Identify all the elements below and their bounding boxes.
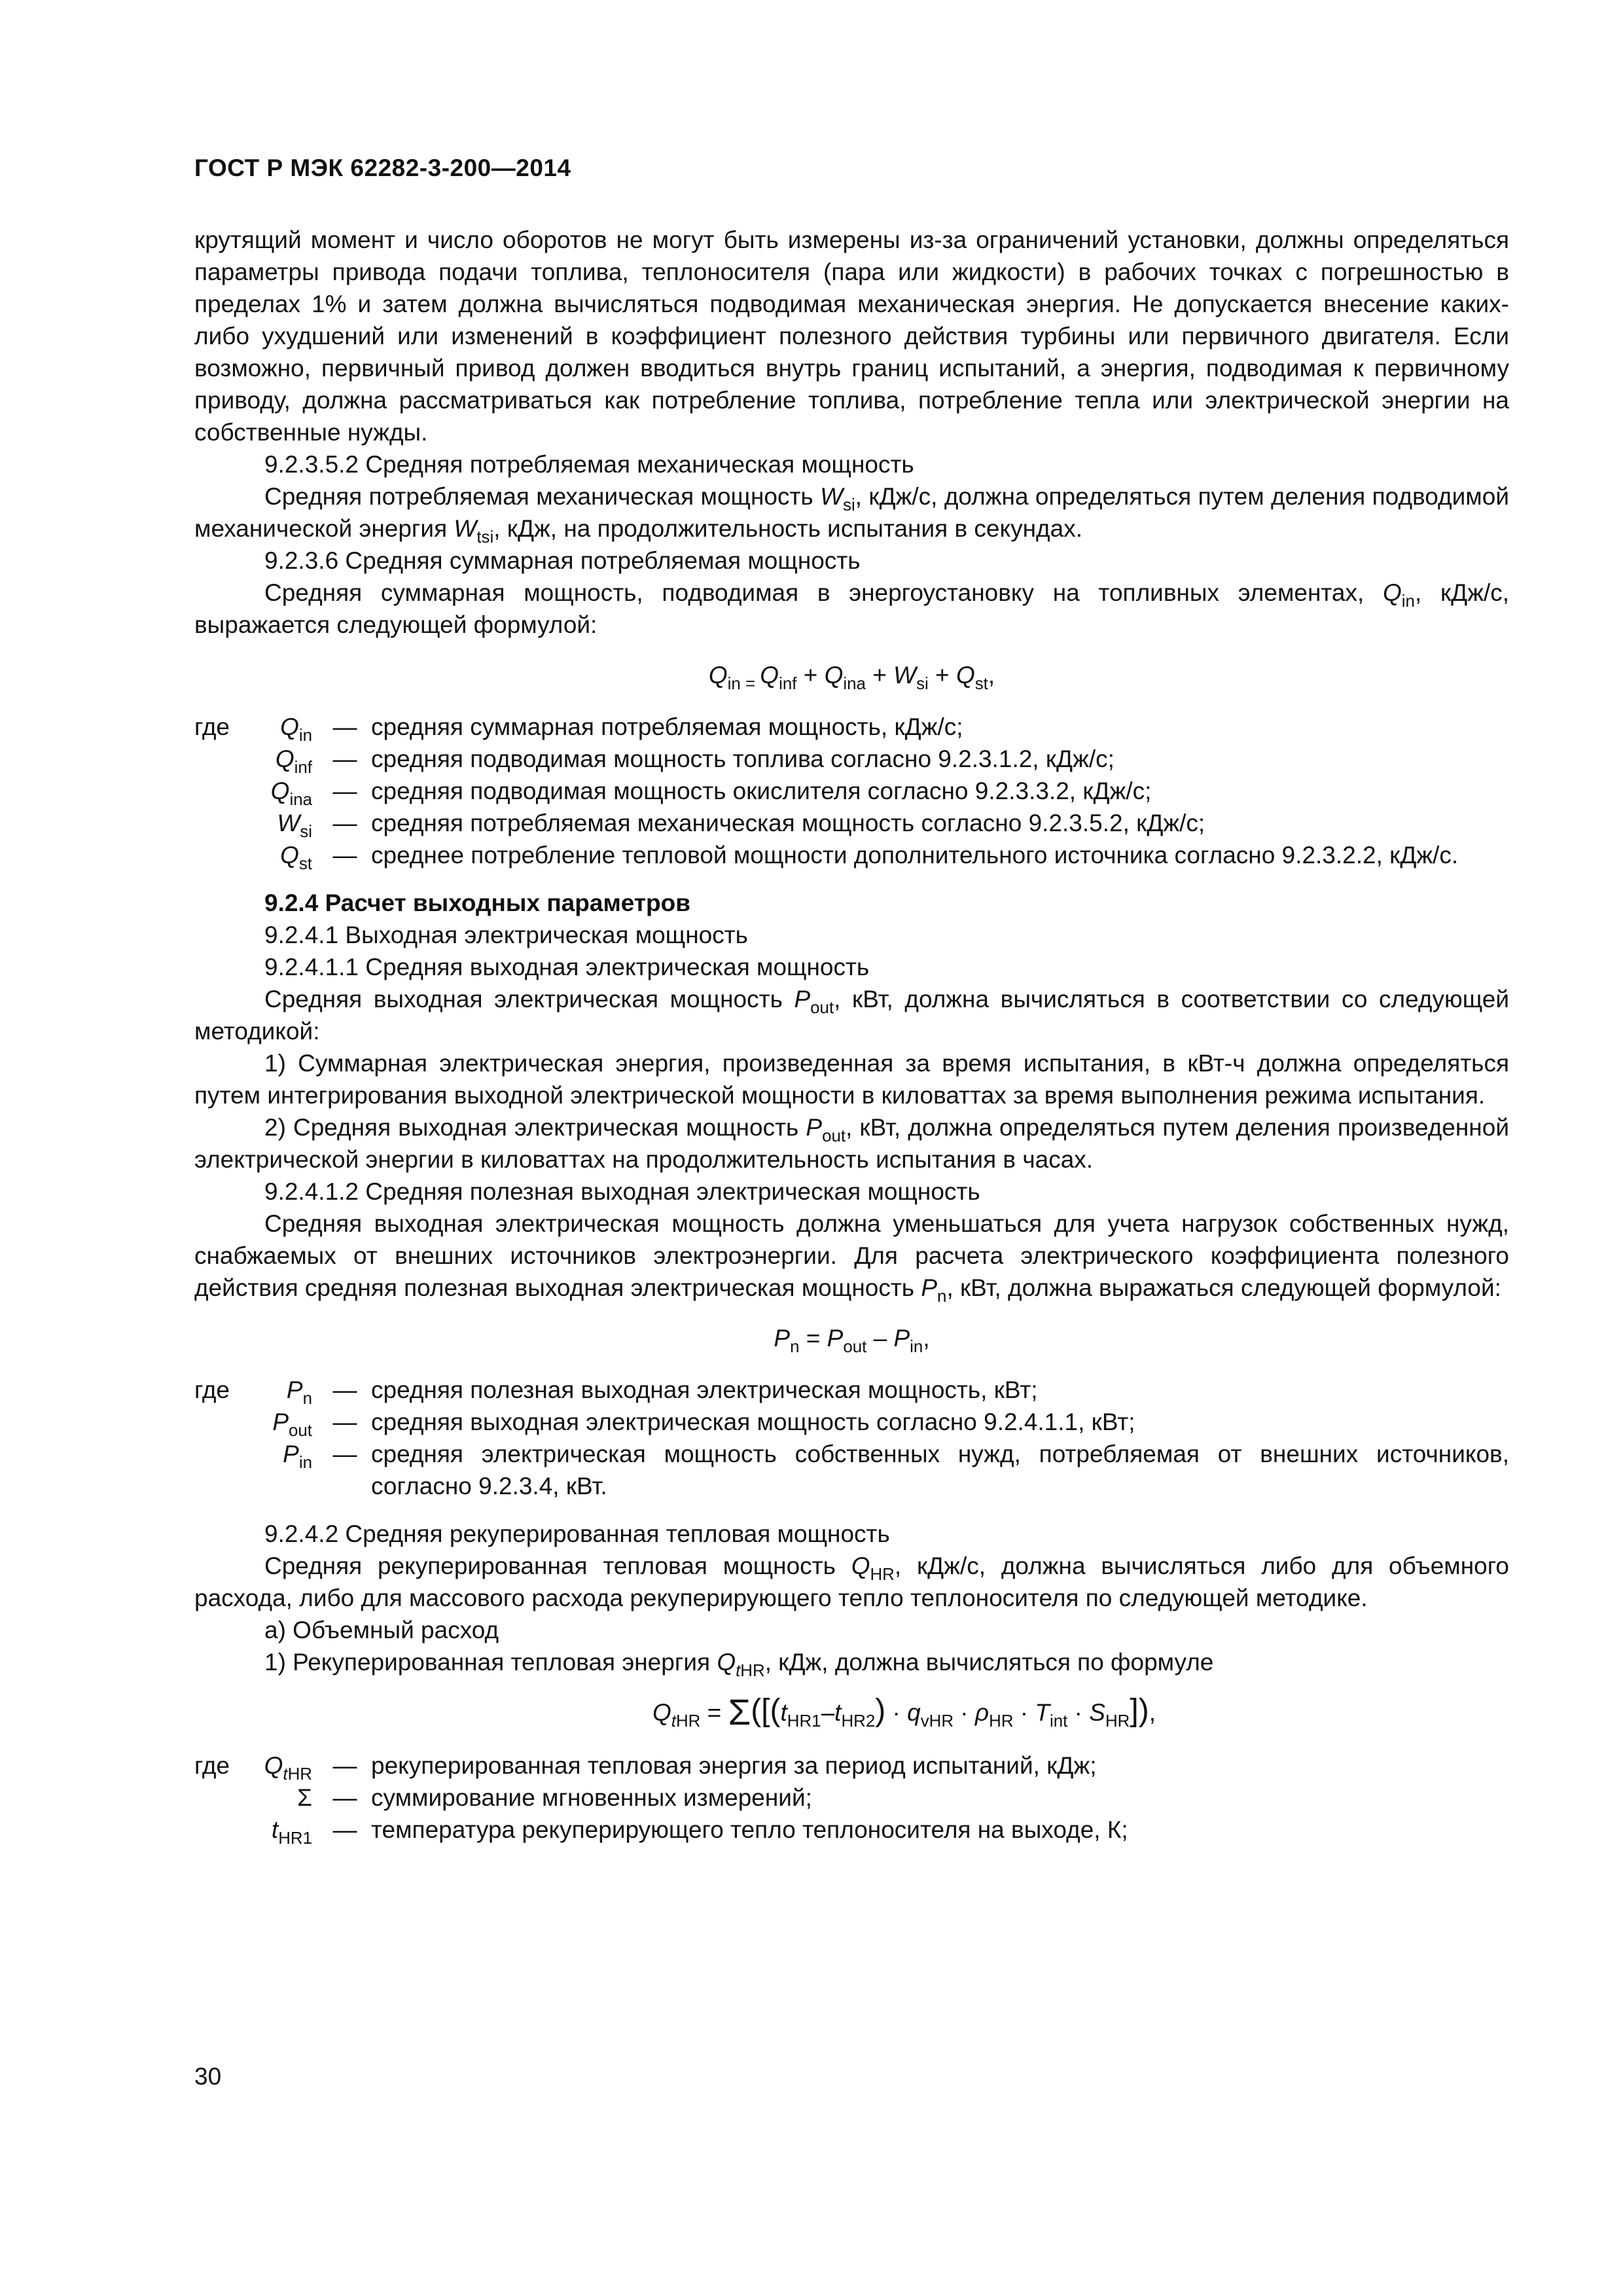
definition-row: где $Q_{in}$ — средняя суммарная потребляемая мощность, кДж/с; (194, 711, 1509, 743)
section-9-2-4-1-2-heading: 9.2.4.1.2 Средняя полезная выходная электрическая мощность (264, 1178, 980, 1205)
document-header: ГОСТ Р МЭК 62282-3-200—2014 (194, 154, 571, 181)
where-list-q-thr (194, 1749, 1509, 1846)
section-9-2-3-6-text: Средняя суммарная мощность, подводимая в энергоустановку на топливных элементах, $Q_{in}$, кДж/с, выражается следующей формулой: (194, 579, 1510, 638)
page-number: 30 (194, 2063, 222, 2090)
page-content (194, 154, 1509, 1861)
where-list-q-in (194, 711, 1509, 874)
formula-q-thr: $Q_{tHR} = \Sigma([(t_{HR1}-t_{HR2}) \cdot q_{vHR} \cdot \rho_{HR} \cdot T_{int} \cdot S_{HR}])$, (652, 1691, 1156, 1732)
section-9-2-4-1-1-heading: 9.2.4.1.1 Средняя выходная электрическая мощность (264, 954, 870, 980)
list-item-a-1: 1) Рекуперированная тепловая энергия $Q_{tHR}$, кДж, должна вычисляться по формуле (264, 1649, 1214, 1681)
paragraph-continuation: крутящий момент и число оборотов не могут быть измерены из-за ограничений установки, должны определяться параметры привода подачи топлива, теплоносителя (пара или жидкости) в рабочих точках с погрешностью в пределах 1% и затем должна вычисляться подводимая механическая энергия. Не допускается внесение каких-либо ухудшений или изменений в коэффициент полезного действия турбины или первичного двигателя. Если возможно, первичный привод должен вводиться внутрь границ испытаний, а энергия, подводимая к первичному приводу, должна рассматриваться как потребление топлива, потребление тепла или электрической энергии на собственные нужды. (194, 226, 1509, 446)
definition-row: $W_{si}$ — средняя потребляемая механическая мощность согласно 9.2.3.5.2, кДж/с; (277, 810, 1205, 842)
section-9-2-3-5-2-text: Средняя потребляемая механическая мощность $W_{si}$, кДж/с, должна определяться путем деления подводимой механической энергия $W_{tsi}$, кДж, на продолжительность испытания в секундах. (194, 483, 1509, 547)
section-9-2-4-1-heading: 9.2.4.1 Выходная электрическая мощность (264, 922, 748, 948)
list-item-2: 2) Средняя выходная электрическая мощность $P_{out}$, кВт, должна определяться путем деления произведенной электрической энергии в киловаттах на продолжительность испытания в часах. (194, 1114, 1509, 1173)
section-9-2-4-2-heading: 9.2.4.2 Средняя рекуперированная тепловая мощность (264, 1520, 890, 1547)
where-label: где (194, 1376, 230, 1403)
section-9-2-3-5-2-heading: 9.2.3.5.2 Средняя потребляемая механическая мощность (264, 451, 914, 478)
formula-p-n: $P_n = P_{out} - P_{in}$, (774, 1325, 930, 1357)
definition-row: Σ — суммирование мгновенных измерений; (297, 1784, 812, 1811)
where-list-p-n (194, 1374, 1509, 1502)
section-9-2-4-1-2-text: Средняя выходная электрическая мощность должна уменьшаться для учета нагрузок собственных нужд, снабжаемых от внешних источников электроэнергии. Для расчета электрического коэффициента полезного действия средняя полезная выходная электрическая мощность $P_n$, кВт, должна выражаться следующей формулой: (194, 1210, 1509, 1306)
definition-row: где $Q_{tHR}$ — рекуперированная тепловая энергия за период испытаний, кДж; (194, 1749, 1509, 1782)
definition-row: $Q_{ina}$ — средняя подводимая мощность окислителя согласно 9.2.3.3.2, кДж/с; (270, 778, 1152, 810)
definition-row: $Q_{st}$ — среднее потребление тепловой мощности дополнительного источника согласно 9.2.3.2.2, кДж/с. (280, 842, 1459, 874)
section-9-2-4-2-text: Средняя рекуперированная тепловая мощность $Q_{HR}$, кДж/с, должна вычисляться либо для объемного расхода, либо для массового расхода рекуперирующего тепло теплоносителя по следующей методике. (194, 1552, 1509, 1611)
list-item-1: 1) Суммарная электрическая энергия, произведенная за время испытания, в кВт-ч должна определяться путем интегрирования выходной электрической мощности в киловаттах за время выполнения режима испытания. (194, 1050, 1509, 1109)
definition-row: где $P_n$ — средняя полезная выходная электрическая мощность, кВт; (194, 1374, 1509, 1406)
definition-row: $P_{in}$ — средняя электрическая мощность собственных нужд, потребляемая от внешних источников, согласно 9.2.3.4, кВт. (283, 1441, 1509, 1499)
section-9-2-3-6-heading: 9.2.3.6 Средняя суммарная потребляемая мощность (264, 547, 861, 574)
definition-row: $Q_{inf}$ — средняя подводимая мощность топлива согласно 9.2.3.1.2, кДж/с; (275, 745, 1115, 778)
where-label: где (194, 713, 230, 740)
section-9-2-4-heading: 9.2.4 Расчет выходных параметров (264, 889, 690, 916)
where-label: где (194, 1752, 230, 1779)
definition-row: $t_{HR1}$ — температура рекуперирующего тепло теплоносителя на выходе, К; (271, 1816, 1128, 1848)
formula-q-in: $Q_{in}$ $_=$ $Q_{inf} + Q_{ina} + W_{si} + Q_{st}$, (708, 662, 995, 694)
section-9-2-4-1-1-text: Средняя выходная электрическая мощность $P_{out}$, кВт, должна вычисляться в соответствии со следующей методикой: (194, 986, 1509, 1045)
definition-row: $P_{out}$ — средняя выходная электрическая мощность согласно 9.2.4.1.1, кВт; (272, 1408, 1135, 1441)
list-item-a: а) Объемный расход (264, 1617, 499, 1643)
